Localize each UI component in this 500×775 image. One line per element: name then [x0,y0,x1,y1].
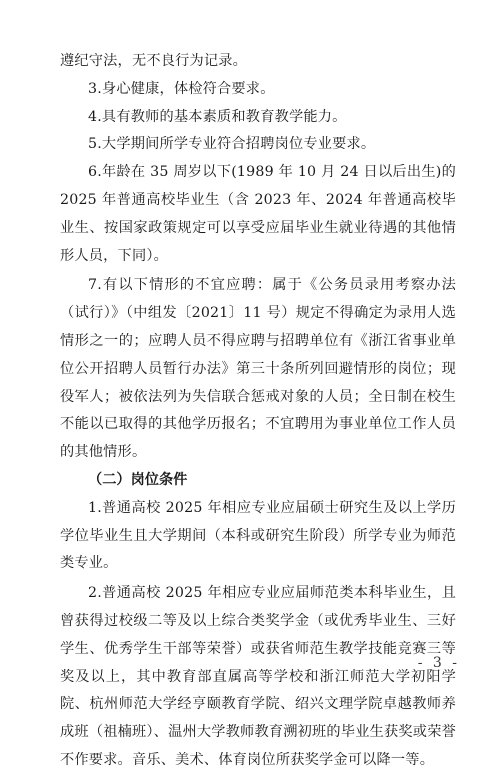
paragraph-item-5: 5.大学期间所学专业符合招聘岗位专业要求。 [88,136,376,153]
page-number: - 3 - [417,655,460,671]
section-heading: （二）岗位条件 [88,471,188,488]
section-paragraph-2: 2.普通高校 2025 年相应专业应届师范类本科毕业生，且曾获得过校级二等及以上综合类奖学金（或优秀毕业生、三好学生、优秀学生干部等荣誉）或获省师范生教学技能竞赛三等奖及以上，其中教育部直属高等学校和浙江师范大学初阳学院、杭州师范大学经亨颐教育学院、绍兴文理学院卓越教师养成班（祖楠班）、温州大学教师教育溯初班的毕业生获奖或荣誉不作要求。音乐、美术、体育岗位所获奖学金可以降一等。 [60,585,456,768]
paragraph-item-7: 7.有以下情形的不宜应聘：属于《公务员录用考察办法（试行）》（中组发〔2021〕11 号）规定不得确定为录用人选情形之一的；应聘人员不得应聘与招聘单位有《浙江省事业单位公开招聘人员暂行办法》第三十条所列回避情形的岗位；现役军人；被依法列为失信联合惩戒对象的人员；全日制在校生不能以已取得的其他学历报名；不宜聘用为事业单位工作人员的其他情形。 [60,277,456,461]
paragraph-item-6: 6.年龄在 35 周岁以下(1989 年 10 月 24 日以后出生)的 2025 年普通高校毕业生（含 2023 年、2024 年普通高校毕业生、按国家政策规定可以享受应届毕业生就业待遇的其他情形人员，下同）。 [60,164,456,264]
paragraph-item-4: 4.具有教师的基本素质和教育教学能力。 [88,108,347,125]
paragraph-continuation: 遵纪守法，无不良行为记录。 [60,53,248,69]
section-paragraph-1: 1.普通高校 2025 年相应专业应届硕士研究生及以上学历学位毕业生且大学期间（本科或研究生阶段）所学专业为师范类专业。 [60,499,456,572]
paragraph-item-3: 3.身心健康，体检符合要求。 [88,80,275,97]
document-body [60,48,456,775]
